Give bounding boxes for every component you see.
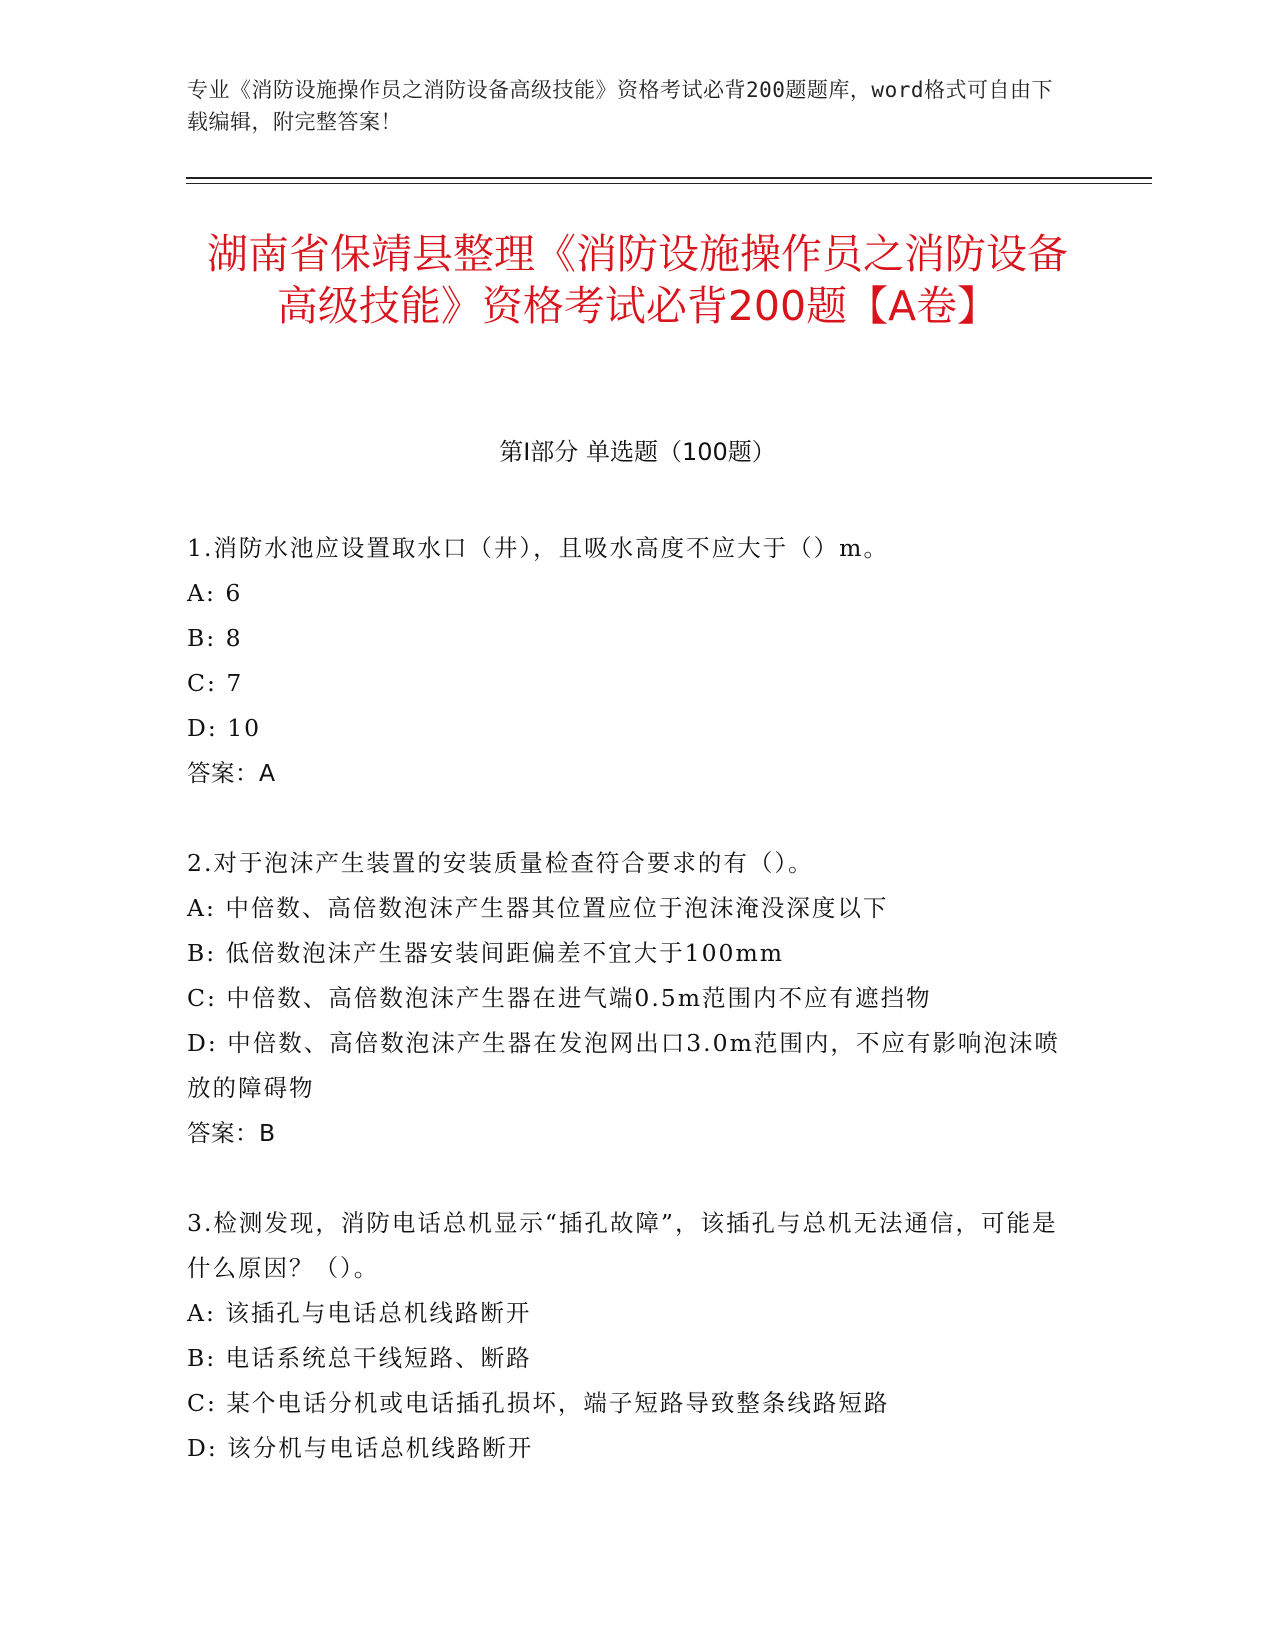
option-a: A: 6 bbox=[187, 579, 243, 607]
question-stem: 3.检测发现，消防电话总机显示“插孔故障”，该插孔与总机无法通信，可能是什么原因？（）。 bbox=[187, 1209, 1058, 1282]
question-1 bbox=[187, 526, 1067, 796]
option-c: C: 某个电话分机或电话插孔损坏，端子短路导致整条线路短路 bbox=[187, 1389, 890, 1417]
option-a: A: 中倍数、高倍数泡沫产生器其位置应位于泡沫淹没深度以下 bbox=[187, 894, 889, 922]
header-note: 专业《消防设施操作员之消防设备高级技能》资格考试必背200题题库，word格式可自由下载编辑，附完整答案！ bbox=[187, 78, 1053, 134]
option-c: C: 中倍数、高倍数泡沫产生器在进气端0.5m范围内不应有遮挡物 bbox=[187, 984, 932, 1012]
question-3 bbox=[187, 1201, 1067, 1471]
option-c: C: 7 bbox=[187, 669, 244, 697]
option-d: D: 10 bbox=[187, 714, 262, 742]
answer: 答案：A bbox=[187, 759, 276, 787]
option-b: B: 低倍数泡沫产生器安装间距偏差不宜大于100mm bbox=[187, 939, 785, 967]
option-d: D: 该分机与电话总机线路断开 bbox=[187, 1434, 534, 1462]
question-2 bbox=[187, 841, 1067, 1156]
header-divider-thin bbox=[186, 183, 1152, 184]
option-b: B: 电话系统总干线短路、断路 bbox=[187, 1344, 532, 1372]
question-stem: 1.消防水池应设置取水口（井），且吸水高度不应大于（）m。 bbox=[187, 534, 889, 562]
header-divider-thick bbox=[186, 177, 1152, 179]
question-list bbox=[187, 526, 1067, 1516]
option-d: D: 中倍数、高倍数泡沫产生器在发泡网出口3.0m范围内，不应有影响泡沫喷放的障碍物 bbox=[187, 1029, 1060, 1102]
option-b: B: 8 bbox=[187, 624, 243, 652]
question-stem: 2.对于泡沫产生装置的安装质量检查符合要求的有（）。 bbox=[187, 849, 814, 877]
option-a: A: 该插孔与电话总机线路断开 bbox=[187, 1299, 532, 1327]
answer: 答案：B bbox=[187, 1119, 276, 1147]
section-heading: 第I部分 单选题（100题） bbox=[499, 438, 776, 466]
document-title: 湖南省保靖县整理《消防设施操作员之消防设备高级技能》资格考试必背200题【A卷】 bbox=[207, 230, 1068, 330]
